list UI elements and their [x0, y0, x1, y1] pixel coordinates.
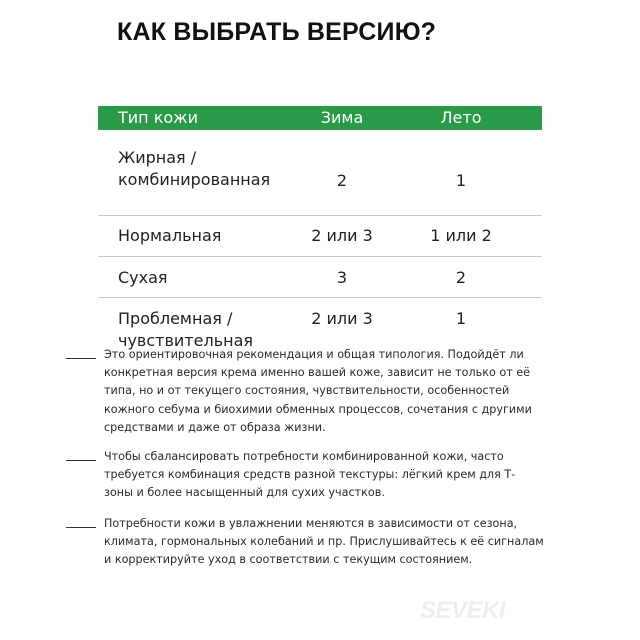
- summer-cell: 1 или 2: [430, 226, 492, 245]
- note-divider: [66, 527, 96, 528]
- header-winter: Зима: [320, 108, 364, 127]
- winter-cell: 2 или 3: [311, 226, 373, 245]
- table-row: [98, 216, 542, 257]
- winter-cell: 2: [336, 171, 348, 190]
- skin-type-cell: Жирная / комбинированная: [118, 148, 271, 189]
- note-2: Чтобы сбалансировать потребности комбинированной кожи, часто требуется комбинация средств разной текстуры: лёгкий крем для Т-зоны и более насыщенный для сухих участков.: [104, 450, 516, 500]
- note-divider: [66, 460, 96, 461]
- header-summer: Лето: [440, 108, 482, 127]
- summer-cell: 1: [455, 309, 467, 328]
- page-title: КАК ВЫБРАТЬ ВЕРСИЮ?: [117, 18, 437, 46]
- table-header: [98, 106, 542, 130]
- summer-cell: 2: [455, 268, 467, 287]
- winter-cell: 2 или 3: [311, 309, 373, 328]
- note-divider: [66, 358, 96, 359]
- note-1: Это ориентировочная рекомендация и общая типология. Подойдёт ли конкретная версия крема именно вашей коже, зависит не только от её типа, но и от текущего состояния, чувствительности, особенностей кожного себума и биохимии обменных процессов, сочетания с другими средствами и даже от образа жизни.: [104, 348, 532, 434]
- skin-type-cell: Проблемная / чувствительная: [118, 309, 254, 350]
- note-3: Потребности кожи в увлажнении меняются в зависимости от сезона, климата, гормональных колебаний и пр. Прислушивайтесь к её сигналам и корректируйте уход в соответствии с текущим состоянием.: [104, 517, 544, 567]
- summer-cell: 1: [455, 171, 467, 190]
- winter-cell: 3: [336, 268, 348, 287]
- skin-type-cell: Нормальная: [118, 226, 222, 245]
- version-table: [98, 106, 542, 360]
- table-row: [98, 130, 542, 216]
- brand-watermark: SEVEKI: [420, 597, 506, 624]
- header-skin-type: Тип кожи: [118, 108, 198, 127]
- table-row: [98, 257, 542, 298]
- skin-type-cell: Сухая: [118, 268, 168, 287]
